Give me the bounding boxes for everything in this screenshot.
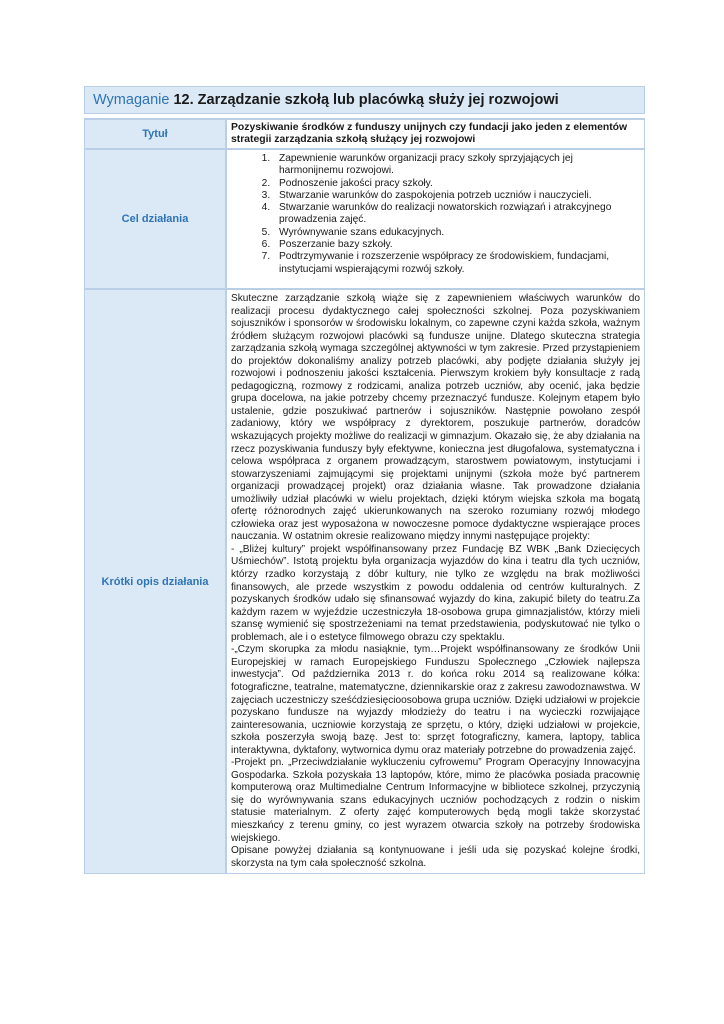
title-content-cell: [226, 119, 645, 149]
goal-item: 3. Stwarzanie warunków do zaspokojenia potrzeb uczniów i nauczycieli.: [273, 190, 636, 202]
requirement-prefix: Wymaganie: [93, 92, 170, 108]
description-paragraph: Skuteczne zarządzanie szkołą wiąże się z zapewnieniem właściwych warunków do realizacji procesu dydaktycznego całej społeczności szkolnej. Poza pozyskiwaniem sojuszników i sponsorów w środowisku lokalnym, co zapewne czyni każda szkoła, ważnym źródłem służącym rozwojowi placówki są fundusze unijne. Dlatego skuteczna strategia zarządzania szkołą wymaga szczególnej aktywności w tym zakresie. Przed przystąpieniem do projektów dokonaliśmy analizy potrzeb placówki, aby podjęte działania służyły jej rozwojowi i podnoszeniu jakości kształcenia. Pierwszym krokiem były konsultacje z radą pedagogiczną, rozmowy z rodzicami, analiza potrzeb uczniów, aby ocenić, jaka będzie grupa docelowa, na jakie potrzeby chcemy przeznaczyć fundusze. Kolejnym etapem było ustalenie, gdzie poszukiwać partnerów i sojuszników. Następnie powołano zespół zadaniowy, który we współpracy z dyrektorem, poszukuje partnerów, doradców wskazujących projekty możliwe do realizacji w gimnazjum. Okazało się, że aby działania na rzecz pozyskiwania funduszy były efektywne, konieczna jest długofalowa, systematyczna i celowa współpraca z organem prowadzącym, starostwem powiatowym, instytucjami i stowarzyszeniami zajmującymi się projektami unijnymi (szkoła może być partnerem organizacji prowadzącej projekt) oraz działania własne. Tak prowadzone działania umożliwiły udział placówki w wielu projektach, dzięki którym wiejska szkoła ma bogatą ofertę różnorodnych zajęć ukierunkowanych na szeroko rozumiany rozwój młodego człowieka oraz jest wyposażona w nowoczesne pomoce dydaktyczne wspierające proces nauczania. W ostatnim okresie realizowano między innymi następujące projekty:: [231, 293, 641, 543]
goal-item: 5. Wyrównywanie szans edukacyjnych.: [273, 227, 636, 239]
description-content-cell: [226, 289, 645, 874]
goal-item: 7. Podtrzymywanie i rozszerzenie współpracy ze środowiskiem, fundacjami, instytucjami wspierającymi rozwój szkoły.: [273, 251, 636, 276]
goal-content-cell: [226, 149, 645, 289]
description-row: [84, 289, 645, 874]
requirement-title: [93, 87, 636, 113]
goal-row: [84, 149, 645, 289]
title-row: [84, 119, 645, 149]
description-paragraph: -Projekt pn. „Przeciwdziałanie wykluczeniu cyfrowemu” Program Operacyjny Innowacyjna Gospodarka. Szkoła pozyskała 13 laptopów, które, mimo że placówka posiada pracownię komputerową oraz Multimedialne Centrum Informacyjne w bibliotece szkolnej, przyczynią się do wyrównywania szans edukacyjnych uczniów pochodzących z rodzin o niskim statusie materialnym. Z oferty zajęć komputerowych będą mogli także skorzystać mieszkańcy z terenu gminy, co jest wyrazem otwarcia szkoły na potrzeby środowiska wiejskiego.: [231, 757, 641, 844]
requirement-heading: 12. Zarządzanie szkołą lub placówką służy jej rozwojowi: [169, 92, 559, 108]
goal-item: 1. Zapewnienie warunków organizacji pracy szkoły sprzyjających jej harmonijnemu rozwojowi.: [273, 153, 636, 178]
description-text: [227, 290, 644, 873]
requirement-table: [84, 86, 645, 874]
description-paragraph: -„Czym skorupka za młodu nasiąknie, tym…Projekt współfinansowany ze środków Unii Europejskiej w ramach Europejskiego Funduszu Społecznego „Człowiek najlepsza inwestycja”. Od października 2013 r. do końca roku 2014 są realizowane kółka: fotograficzne, teatralne, matematyczne, dziennikarskie oraz z zakresu zawodoznawstwa. W zajęciach uczestniczy sześćdziesięcioosobowa grupa uczniów. Dzięki udziałowi w projekcie pozyskano fundusze na wyjazdy młodzieży do teatru i na wycieczki rozwijające zainteresowania, uczniowie korzystają ze sprzętu, o który, dzięki udziałowi w projekcie, szkoła poszerzyła swoją bazę. Jest to: sprzęt fotograficzny, kamera, laptopy, tablica interaktywna, dyktafony, wytwornica dymu oraz materiały potrzebne do prowadzenia zajęć.: [231, 644, 641, 756]
description-paragraph: - „Bliżej kultury” projekt współfinansowany przez Fundację BZ WBK „Bank Dziecięcych Uśmiechów”. Istotą projektu była organizacja wyjazdów do kina i teatru dla tych uczniów, którzy rzadko korzystają z dóbr kultury, nie tylko ze względu na brak możliwości finansowych, ale przede wszystkim z powodu oddalenia od centrów kulturalnych. Z pozyskanych środków udało się sfinansować wyjazdy do kina, zakupić bilety do teatru.Za każdym razem w wyjeździe uczestniczyła 18-osobowa grupa gimnazjalistów, którzy mieli szansę wymienić się spostrzeżeniami na temat przedstawienia, podyskutować nie tylko o problemach, ale i o estetyce filmowego obrazu czy spektaklu.: [231, 543, 641, 643]
header-row: [84, 86, 645, 114]
goal-item: 6. Poszerzanie bazy szkoły.: [273, 239, 636, 251]
goal-item: 4. Stwarzanie warunków do realizacji nowatorskich rozwiązań i atrakcyjnego prowadzenia zajęć.: [273, 202, 636, 227]
goal-label: Cel działania: [84, 149, 226, 289]
title-content: Pozyskiwanie środków z funduszy unijnych czy fundacji jako jeden z elementów strategii zarządzania szkołą służący jej rozwojowi: [231, 122, 628, 145]
goals-list: [227, 150, 644, 282]
title-label: Tytuł: [84, 119, 226, 149]
goal-item: 2. Podnoszenie jakości pracy szkoły.: [273, 178, 636, 190]
description-label: Krótki opis działania: [84, 289, 226, 874]
description-paragraph: Opisane powyżej działania są kontynuowane i jeśli uda się pozyskać kolejne środki, skorzysta na tym cała społeczność szkolna.: [231, 845, 641, 869]
header-cell: [84, 86, 645, 114]
